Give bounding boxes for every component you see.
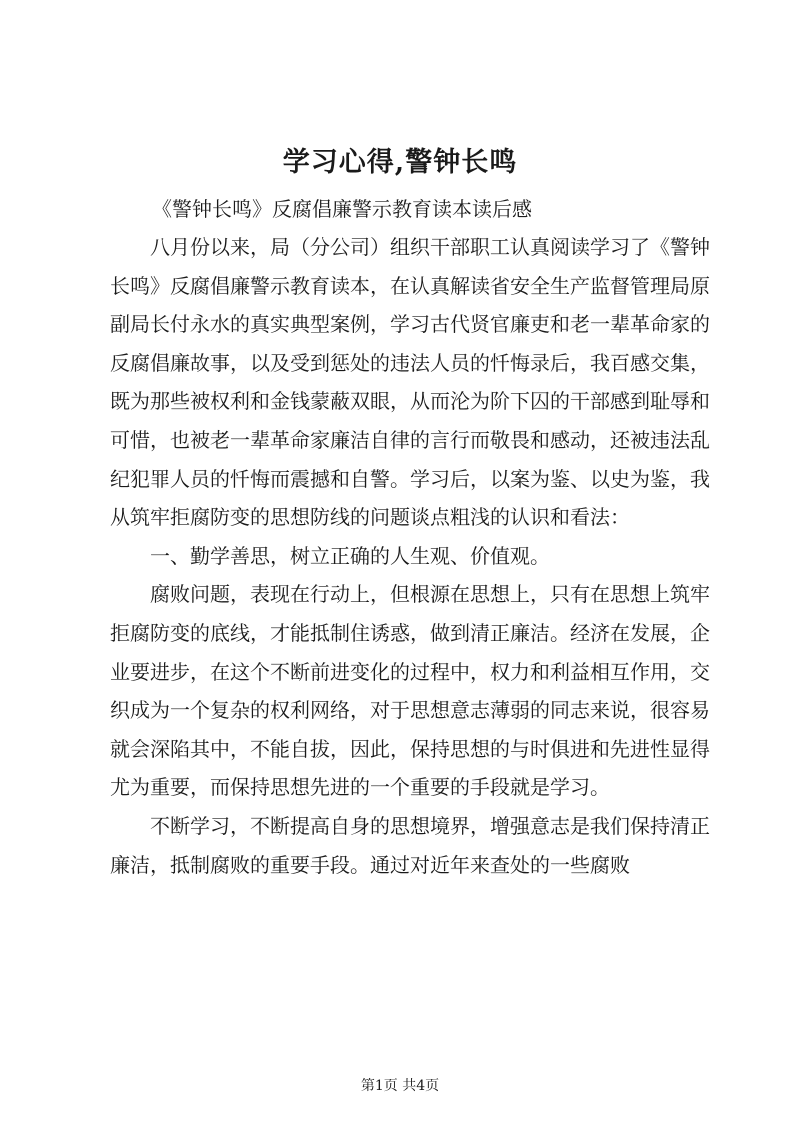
page-footer: 第1页 共4页 (360, 1078, 440, 1094)
document-title: 学习心得,警钟长鸣 (282, 147, 518, 178)
document-body (110, 228, 710, 884)
paragraph-corruption: 腐败问题，表现在行动上，但根源在思想上，只有在思想上筑牢拒腐防变的底线，才能抵制住诱惑，做到清正廉洁。经济在发展，企业要进步，在这个不断前进变化的过程中，权力和利益相互作用，交织成为一个复杂的权利网络，对于思想意志薄弱的同志来说，很容易就会深陷其中，不能自拔，因此，保持思想的与时俱进和先进性显得尤为重要，而保持思想先进的一个重要的手段就是学习。 (110, 582, 710, 800)
paragraph-intro: 八月份以来，局（分公司）组织干部职工认真阅读学习了《警钟长鸣》反腐倡廉警示教育读本，在认真解读省安全生产监督管理局原副局长付永水的真实典型案例，学习古代贤官廉吏和老一辈革命家的反腐倡廉故事，以及受到惩处的违法人员的忏悔录后，我百感交集，既为那些被权利和金钱蒙蔽双眼，从而沦为阶下囚的干部感到耻辱和可惜，也被老一辈革命家廉洁自律的言行而敬畏和感动，还被违法乱纪犯罪人员的忏悔而震撼和自警。学习后，以案为鉴、以史为鉴，我从筑牢拒腐防变的思想防线的问题谈点粗浅的认识和看法： (110, 235, 710, 530)
section-heading: 一、勤学善思，树立正确的人生观、价值观。 (150, 543, 550, 568)
paragraph-learning: 不断学习，不断提高自身的思想境界，增强意志是我们保持清正廉洁，抵制腐败的重要手段。通过对近年来查处的一些腐败 (110, 813, 710, 877)
document-subtitle: 《警钟长鸣》反腐倡廉警示教育读本读后感 (152, 197, 532, 221)
